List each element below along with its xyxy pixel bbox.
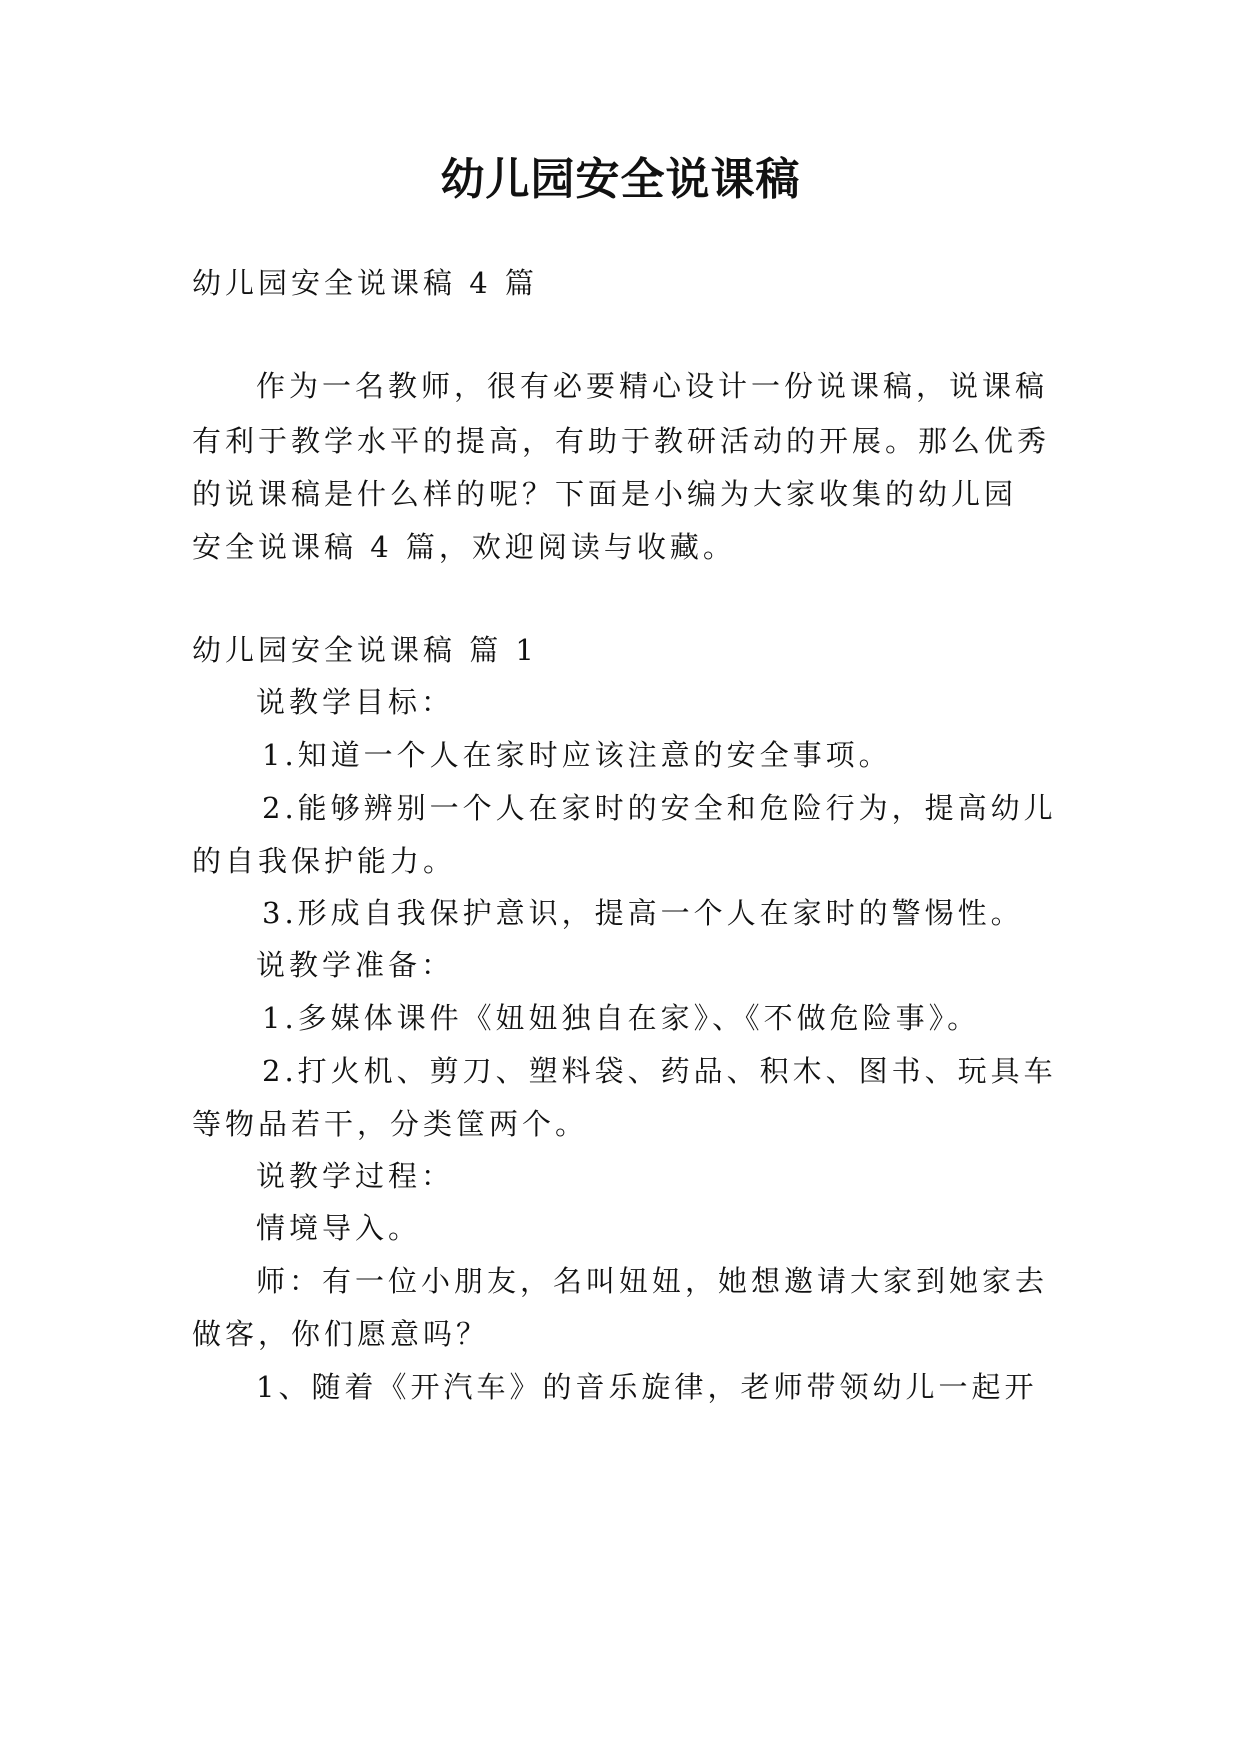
paragraph-line: 3.形成自我保护意识，提高一个人在家时的警惕性。	[262, 896, 1024, 930]
paragraph-line: 安全说课稿 4 篇，欢迎阅读与收藏。	[192, 530, 736, 564]
paragraph-line: 的说课稿是什么样的呢？下面是小编为大家收集的幼儿园	[192, 477, 1018, 511]
section-heading: 幼儿园安全说课稿 篇 1	[192, 633, 538, 667]
paragraph-line: 说教学准备：	[256, 948, 455, 982]
paragraph-line: 1.知道一个人在家时应该注意的安全事项。	[262, 738, 892, 772]
paragraph-line: 说教学过程：	[256, 1159, 455, 1193]
paragraph-line: 2.能够辨别一个人在家时的安全和危险行为，提高幼儿	[262, 791, 1057, 825]
paragraph-line: 做客，你们愿意吗？	[192, 1317, 490, 1351]
document-subtitle: 幼儿园安全说课稿 4 篇	[192, 266, 538, 300]
paragraph-line: 的自我保护能力。	[192, 844, 457, 878]
paragraph-line: 等物品若干，分类筐两个。	[192, 1107, 589, 1141]
paragraph-line: 作为一名教师，很有必要精心设计一份说课稿，说课稿	[256, 369, 1049, 403]
paragraph-line: 1、随着《开汽车》的音乐旋律，老师带领幼儿一起开	[256, 1370, 1038, 1404]
paragraph-line: 说教学目标：	[256, 685, 455, 719]
paragraph-line: 1.多媒体课件《妞妞独自在家》、《不做危险事》。	[262, 1001, 981, 1035]
paragraph-line: 情境导入。	[256, 1211, 422, 1245]
paragraph-line: 师：有一位小朋友，名叫妞妞，她想邀请大家到她家去	[256, 1264, 1049, 1298]
paragraph-line: 2.打火机、剪刀、塑料袋、药品、积木、图书、玩具车	[262, 1054, 1057, 1088]
document-title: 幼儿园安全说课稿	[440, 154, 801, 205]
paragraph-line: 有利于教学水平的提高，有助于教研活动的开展。那么优秀	[192, 424, 1051, 458]
